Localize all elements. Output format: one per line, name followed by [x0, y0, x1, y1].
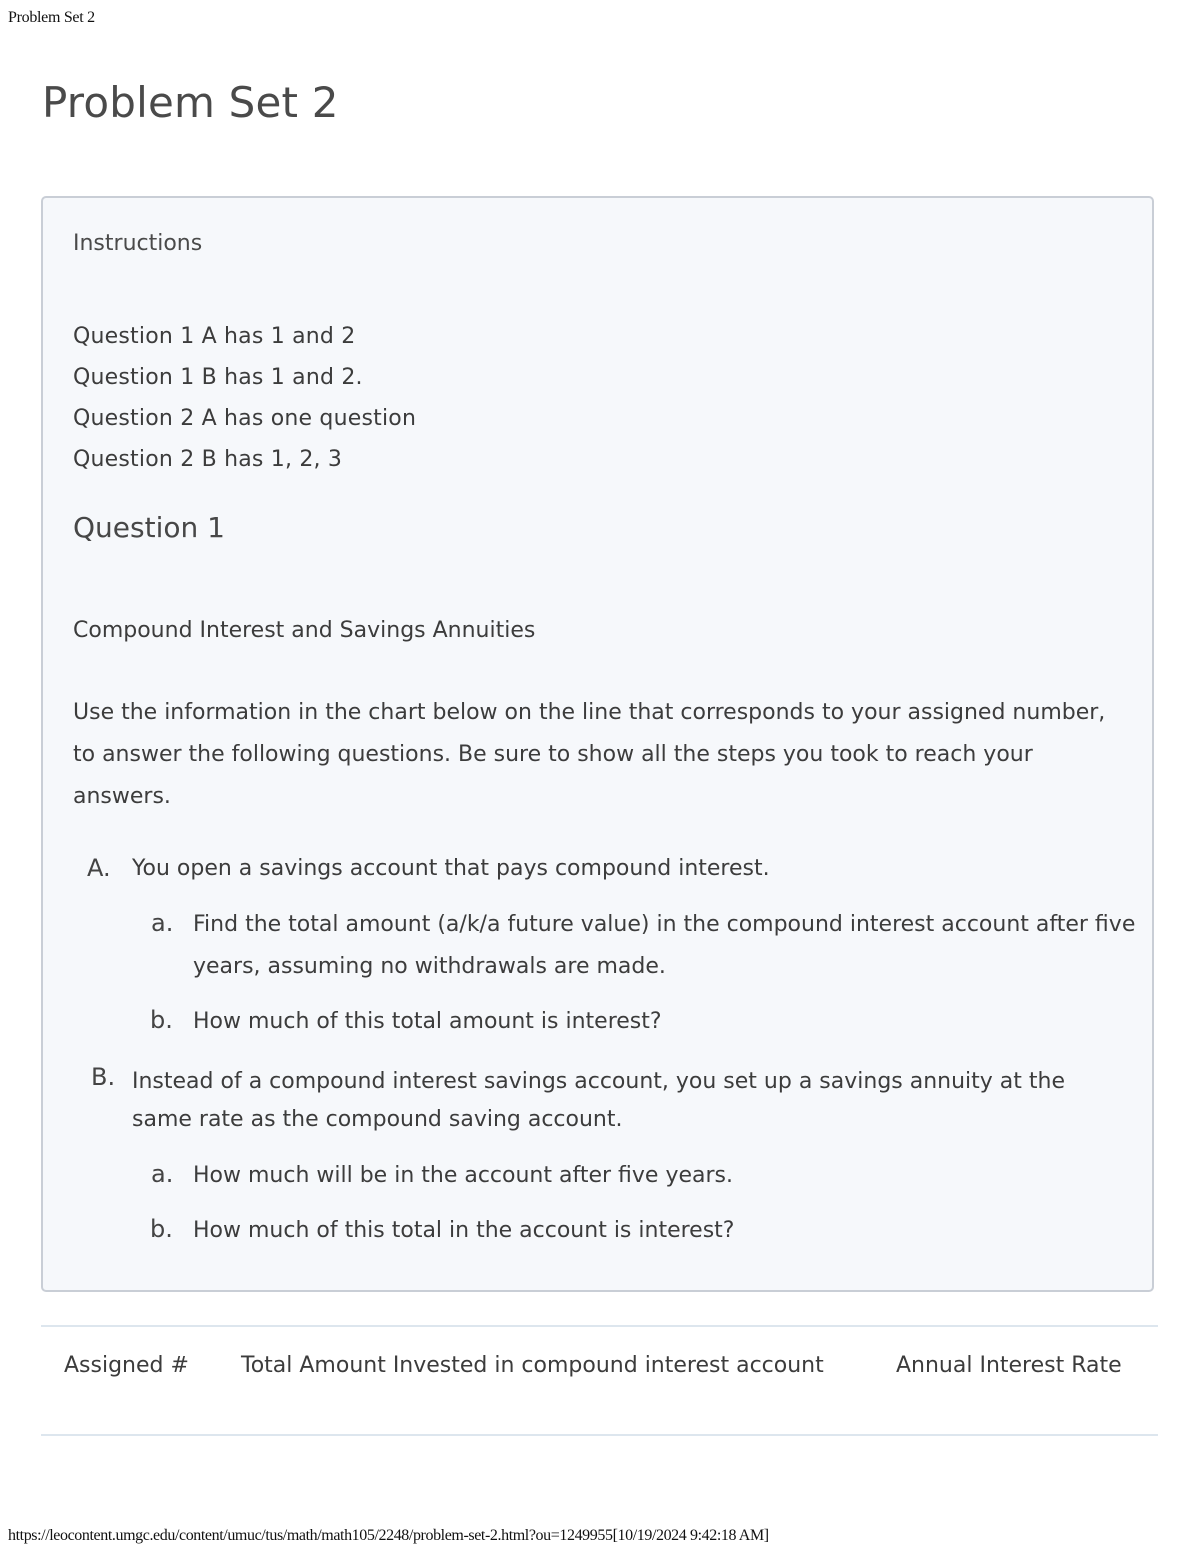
instruction-line: Question 2 A has one question — [73, 406, 417, 431]
instruction-line: Question 2 B has 1, 2, 3 — [73, 447, 343, 472]
subpart-marker: b. — [150, 1006, 173, 1034]
subpart-marker: a. — [151, 909, 174, 937]
instruction-line: Question 1 B has 1 and 2. — [73, 365, 363, 390]
part-text: Instead of a compound interest savings account, you set up a savings annuity at the same rate as the compound saving account. — [132, 1069, 1066, 1132]
subpart-text: How much of this total in the account is interest? — [193, 1218, 735, 1243]
subpart-text: How much will be in the account after five years. — [193, 1163, 733, 1188]
table-header-amount: Total Amount Invested in compound interest account — [241, 1353, 824, 1378]
print-header: Problem Set 2 — [8, 9, 95, 26]
table-bottom-border — [41, 1434, 1158, 1436]
table-header-assigned: Assigned # — [64, 1353, 189, 1378]
subpart-marker: a. — [151, 1160, 174, 1188]
instructions-heading: Instructions — [73, 231, 203, 256]
part-text: You open a savings account that pays compound interest. — [132, 856, 770, 881]
print-footer-url: https://leocontent.umgc.edu/content/umuc/tus/math/math105/2248/problem-set-2.html?ou=1249955[10/19/2024 9:42:18 AM] — [8, 1527, 769, 1544]
page-title: Problem Set 2 — [42, 78, 339, 127]
question-paragraph: Use the information in the chart below on the line that corresponds to your assigned number, to answer the following questions. Be sure to show all the steps you took to reach your answers. — [73, 700, 1106, 809]
question-subtitle: Compound Interest and Savings Annuities — [73, 618, 536, 643]
instructions-panel — [41, 196, 1154, 1292]
question-heading: Question 1 — [73, 511, 225, 544]
part-marker: B. — [91, 1063, 116, 1091]
instruction-line: Question 1 A has 1 and 2 — [73, 324, 356, 349]
subpart-text: How much of this total amount is interest? — [193, 1009, 662, 1034]
table-top-border — [41, 1325, 1158, 1327]
table-header-rate: Annual Interest Rate — [896, 1353, 1122, 1378]
subpart-marker: b. — [150, 1215, 173, 1243]
subpart-text: Find the total amount (a/k/a future value) in the compound interest account after five years, assuming no withdrawals are made. — [193, 912, 1136, 979]
part-marker: A. — [87, 854, 111, 882]
